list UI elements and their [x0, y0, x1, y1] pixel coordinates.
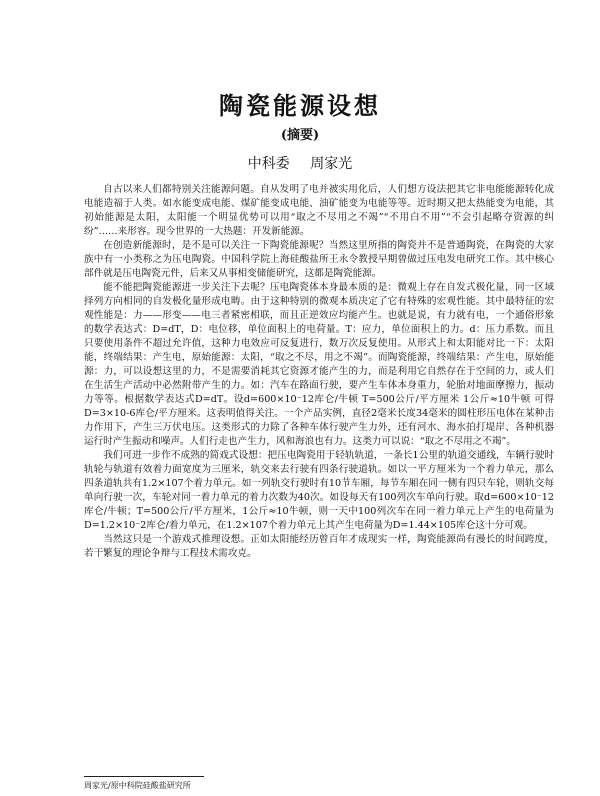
paragraph: 当然这只是一个游戏式推理设想。正如太阳能经历曾百年才成现实一样，陶瓷能源尚有漫长的时间跨度，若干繁复的理论争辩与工程技术需攻克。 [84, 534, 554, 559]
paragraph: 自古以来人们都特别关注能源问题。自从发明了电并被实用化后，人们想方设法把其它非电能能源转化成电能造福于人类。如水能变成电能、煤矿能变成电能、油矿能变为电能等等。近时期又把太热能变为电能，其初始能源是太阳，太阳能一个明显优势可以用“取之不尽用之不竭”“不用白不用”“不会引起略夺资源的纠纷”……来形容。现今世界的一大热题：开发新能源。 [84, 184, 554, 237]
article-body [84, 183, 554, 561]
paragraph: 在创造新能源时，是不是可以关注一下陶瓷能源呢？当然这里所指的陶瓷并不是普通陶瓷，在陶瓷的大家族中有一小类称之为压电陶瓷。中国科学院上海硅酸盐所王永令教授早期曾做过压电发电研究工作。其中核心部件就是压电陶瓷元件，后来又从事相变储能研究，这都是陶瓷能源。 [84, 240, 554, 279]
article-title: 陶瓷能源设想 [219, 91, 381, 120]
footnote: 周家光/原中科院硅酸盐研究所 [84, 781, 191, 790]
footnote-divider [84, 776, 204, 777]
article-authors: 中科委 周家光 [247, 156, 353, 172]
paragraph: 能不能把陶瓷能源进一步关注下去呢？压电陶瓷体本身最本质的是：微观上存在自发式极化量，同一区域择列方向相同的自发极化量形成电畴。由于这种特别的微观本质决定了它有特殊的宏观性能。其中最特征的宏观性能是：力——形变——电三者紧密相联，而且正逆效应均能产生。也就是说，有力就有电，一个通俗形象的数学表达式：D=dT，D：电位移，单位面积上的电荷量。T：应力，单位面积上的力。d：压力系数。而且只要使用条件不超过允许值，这种力电效应可反复进行，数万次反复使用。从形式上和太阳能对比一下：太阳能，终端结果：产生电，原始能源：太阳，“取之不尽，用之不竭”。而陶瓷能源，终端结果：产生电，原始能源：力，可以设想这里的力，不是需要消耗其它资源才能产生的力，而是利用它自然存在于空间的力，或人们在生活生产活动中必然附带产生的力。如：汽车在路面行驶，要产生车体本身重力，轮胎对地面摩擦力，振动力等等。根据数学表达式D=dT。设d=600×10⁻12库仑/牛顿 T=500公斤/平方厘米 1公斤≈10牛顿 可得D=3×10-6库仑/平方厘米。这表明值得关注。一个产品实例，直径2毫米长度34毫米的圆柱形压电体在某种击力作用下，产生三万伏电压。这类形式的力除了各种车体行驶产生力外，还有河水、海水拍打堤岸、各种机器运行时产生振动和噪声。人们行走也产生力，风和海浪也有力。这类力可以说：“取之不尽用之不竭”。 [84, 282, 554, 447]
article-subtitle: (摘要) [280, 128, 320, 143]
paragraph: 我们可进一步作不成熟的简戏式设想：把压电陶瓷用于轻轨轨道，一条长1公里的轨道交通线，车辆行驶时轨轮与轨道有效着力面宽度为三厘米，轨交来去行驶有四条行驶道轨。如以一平方厘米为一个着力单元，那么四条道轨共有1.2×107个着力单元。如一列轨交行驶时有10节车厢，每节车厢在同一侧有四只车轮，则轨交每单向行驶一次，车轮对同一着力单元的着力次数为40次。如设每天有100列次车单向行驶。取d=600×10⁻12库仑/牛顿；T=500公斤/平方厘米，1公斤≈10牛顿，则一天中100列次车在同一着力单元上产生的电荷量为D=1.2×10⁻2库仑/着力单元，在1.2×107个着力单元上其产生电荷量为D=1.44×105库仑这十分可观。 [84, 450, 554, 531]
